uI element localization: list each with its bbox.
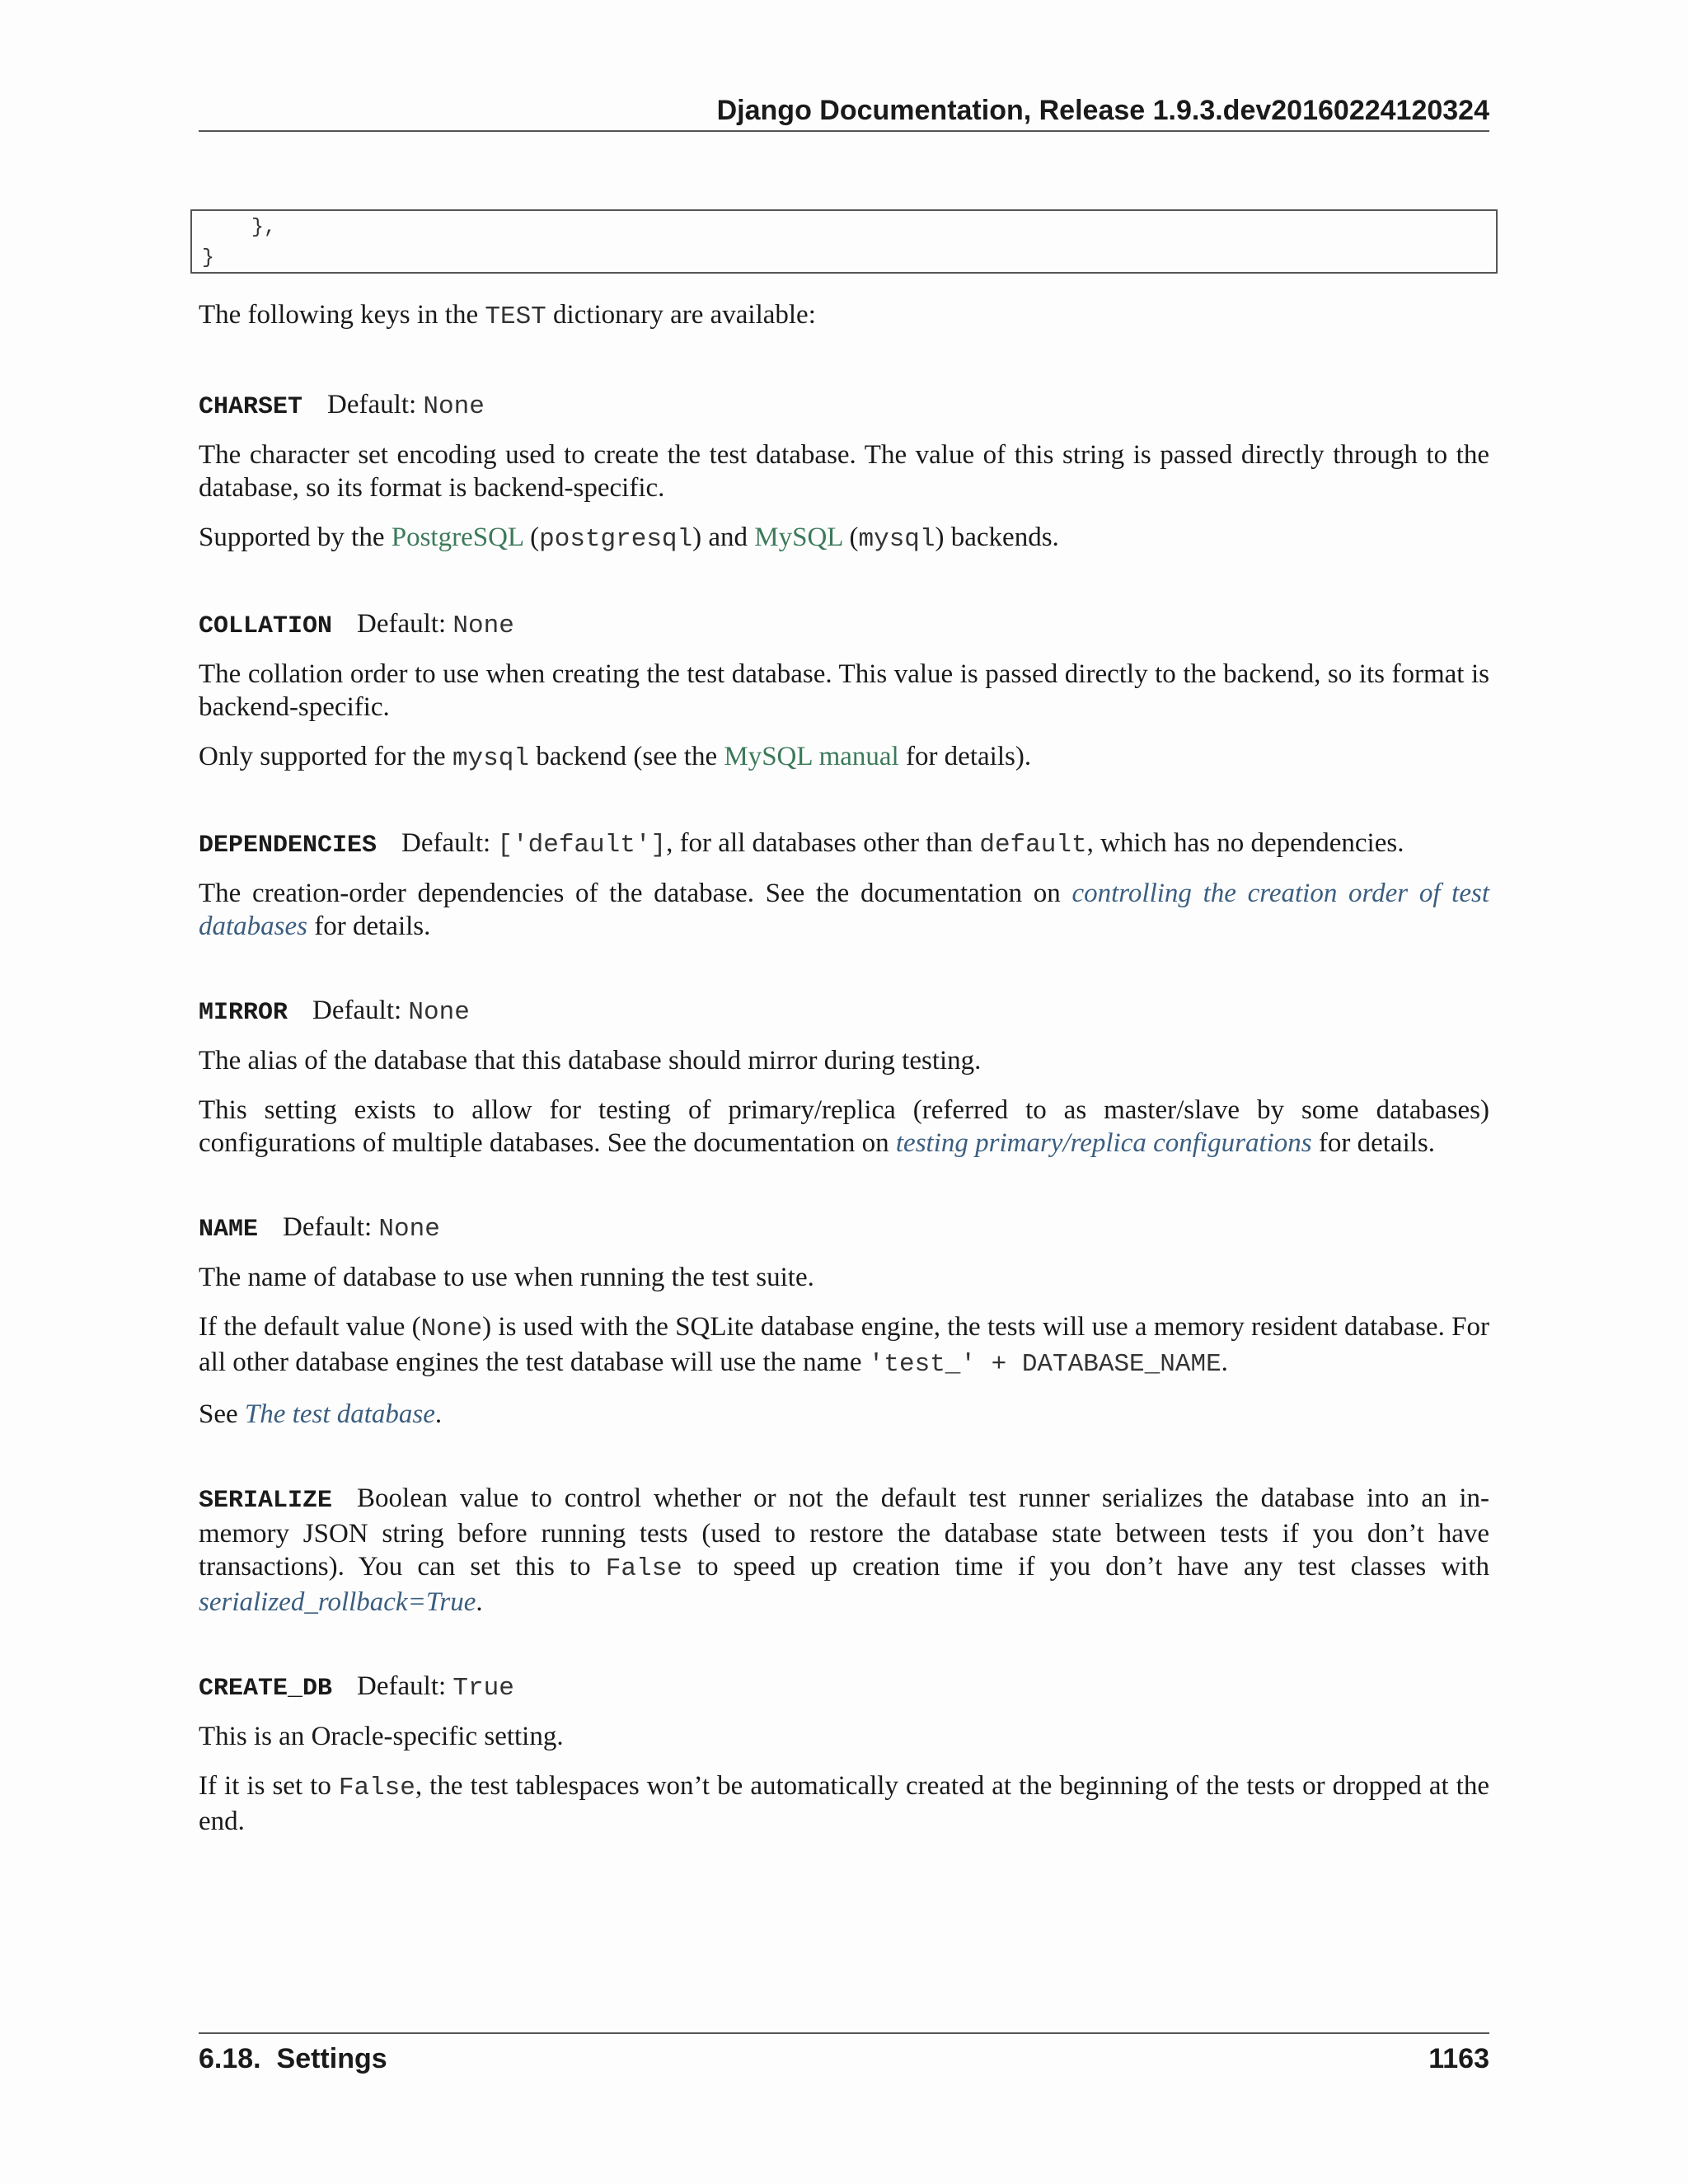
link-controlling-creation-order[interactable]: controlling the creation order of test databases — [199, 879, 1489, 941]
setting-term: MIRROR — [199, 999, 288, 1027]
description: The creation-order dependencies of the database. See the documentation on controlling the creation order of test databases for details. — [199, 879, 1489, 941]
setting-term: CREATE_DB — [199, 1675, 333, 1703]
setting-dependencies: DEPENDENCIES Default: ['default'], for all databases other than default, which has no dependencies. The creation-order dependencies of the database. See the documentation on controlling the creation order of test databases for details. — [199, 828, 1489, 941]
setting-mirror: MIRROR Default: None The alias of the database that this database should mirror during testing. This setting exists to allow for testing of primary/replica (referred to as master/slave by some databases) configurations of multiple databases. See the documentation on testing primary/replica configurations for details. — [199, 996, 1489, 1158]
page-footer — [199, 2032, 1489, 2077]
description: Only supported for the mysql backend (see the MySQL manual for details). — [199, 742, 1032, 773]
link-mysql[interactable]: MySQL — [754, 523, 843, 552]
description: This setting exists to allow for testing of primary/replica (referred to as master/slave by some databases) configurations of multiple databases. See the documentation on testing primary/replica configurations for details. — [199, 1095, 1489, 1158]
description: The character set encoding used to create the test database. The value of this string is passed directly through to the database, so its format is backend-specific. — [199, 440, 1489, 503]
description: The collation order to use when creating the test database. This value is passed directly to the backend, so its format is backend-specific. — [199, 659, 1489, 722]
description: The alias of the database that this database should mirror during testing. — [199, 1046, 982, 1076]
inline-code: TEST — [485, 302, 546, 331]
description: The name of database to use when running the test suite. — [199, 1263, 814, 1292]
page-number: 1163 — [1428, 2043, 1489, 2074]
link-mysql-manual[interactable]: MySQL manual — [724, 742, 899, 771]
running-header: Django Documentation, Release 1.9.3.dev20160224120324 — [199, 92, 1489, 132]
setting-term: COLLATION — [199, 612, 333, 640]
default-value: None — [452, 612, 514, 640]
link-postgresql[interactable]: PostgreSQL — [391, 523, 523, 552]
setting-serialize — [199, 1482, 1489, 1619]
section-title: 6.18. Settings — [199, 2043, 387, 2074]
setting-charset: CHARSET Default: None The character set encoding used to create the test database. The value of this string is passed directly through to the database, so its format is backend-specific. Supported by the PostgreSQL (postgresql) and MySQL (mysql) backends. — [199, 388, 1489, 556]
setting-term: CHARSET — [199, 393, 303, 421]
description: See The test database. — [199, 1399, 443, 1429]
default-value: ['default'] — [497, 831, 667, 860]
setting-create-db: CREATE_DB Default: True This is an Oracle-specific setting. If it is set to False, the test tablespaces won’t be automatically created at the beginning of the tests or dropped at the end. — [199, 1671, 1489, 1836]
link-testing-primary-replica[interactable]: testing primary/replica configurations — [895, 1128, 1312, 1158]
description: If it is set to False, the test tablespaces won’t be automatically created at the beginning of the tests or dropped at the end. — [199, 1771, 1489, 1836]
intro-paragraph: The following keys in the TEST dictionary are available: — [199, 300, 816, 331]
default-value: True — [452, 1674, 514, 1703]
default-value: None — [408, 998, 470, 1027]
link-the-test-database[interactable]: The test database — [244, 1399, 435, 1429]
default-value: None — [423, 392, 485, 421]
description: SERIALIZE Boolean value to control whether or not the default test runner serializes the database into an in-memory JSON string before running tests (used to restore the database state between tests if you don’t have transactions). You can set this to False to speed up creation time if you don’t have any test classes with serialized_rollback=True. — [199, 1483, 1490, 1617]
code-block: }, } — [190, 209, 1498, 274]
description: Supported by the PostgreSQL (postgresql) and MySQL (mysql) backends. — [199, 523, 1059, 554]
description: This is an Oracle-specific setting. — [199, 1722, 564, 1751]
setting-term: NAME — [199, 1216, 259, 1244]
setting-term: DEPENDENCIES — [199, 832, 377, 860]
setting-collation: COLLATION Default: None The collation order to use when creating the test database. This value is passed directly to the backend, so its format is backend-specific. Only supported for the mysql backend (see the MySQL manual for details). — [199, 607, 1489, 776]
description: If the default value (None) is used with the SQLite database engine, the tests will use a memory resident database. For all other database engines the test database will use the name 'test_' + DATABASE_NAME. — [199, 1312, 1489, 1379]
default-value: None — [378, 1215, 440, 1244]
setting-term: SERIALIZE — [199, 1487, 333, 1515]
link-serialized-rollback[interactable]: serialized_rollback=True — [199, 1587, 476, 1617]
main-content — [199, 298, 1489, 1889]
setting-name: NAME Default: None The name of database to use when running the test suite. If the default value (None) is used with the SQLite database engine, the tests will use a memory resident database. For all other database engines the test database will use the name 'test_' + DATABASE_NAME. See The test database. — [199, 1212, 1489, 1429]
